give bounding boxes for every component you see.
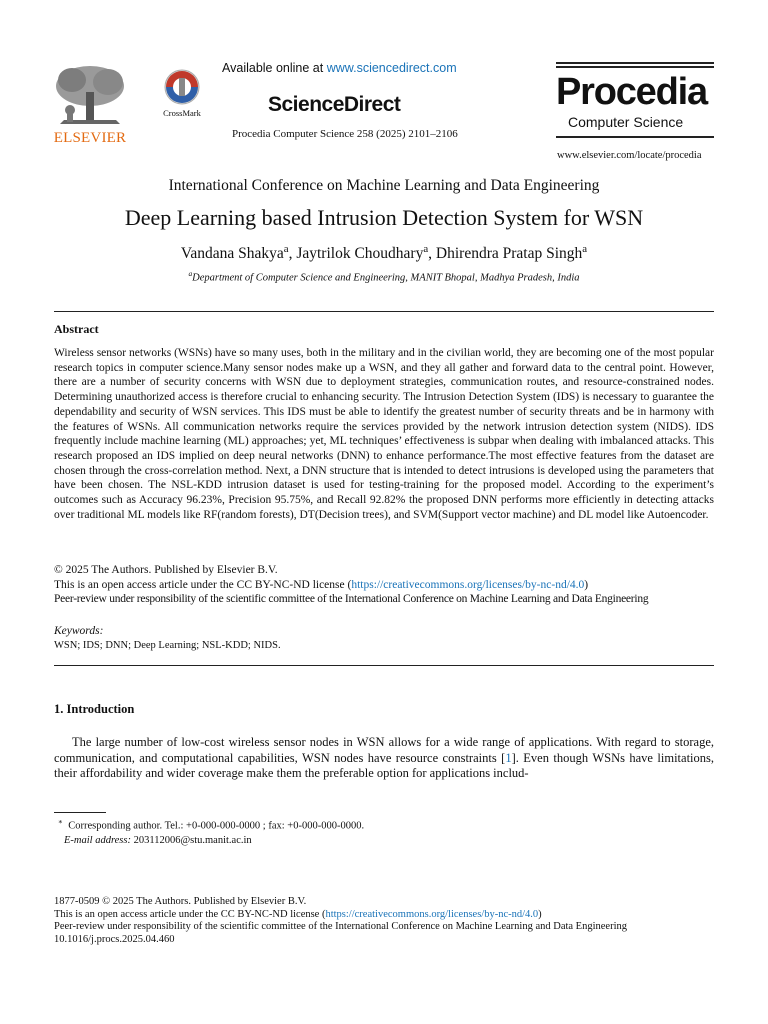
conference-name: International Conference on Machine Learning and Data Engineering bbox=[168, 177, 600, 194]
email-label: E-mail address: bbox=[64, 835, 131, 846]
author-affiliation-mark: a bbox=[423, 243, 429, 255]
sciencedirect-link[interactable]: www.sciencedirect.com bbox=[326, 61, 457, 75]
crossmark-badge[interactable] bbox=[158, 68, 206, 120]
intro-text-part1: The large number of low-cost wireless sensor nodes in WSN allows for a wide range of applications. With regard to storage, communication, and computational capabilities, WSN nodes have resource constraints [ bbox=[54, 735, 714, 765]
footer-license-line bbox=[54, 909, 714, 922]
license-prefix: This is an open access article under the CC BY-NC-ND license ( bbox=[54, 578, 352, 591]
footnote-rule bbox=[54, 812, 106, 813]
author-separator: , bbox=[428, 245, 436, 263]
license-link[interactable]: https://creativecommons.org/licenses/by-nc-nd/4.0 bbox=[351, 578, 585, 591]
footer-license-link[interactable]: https://creativecommons.org/licenses/by-nc-nd/4.0 bbox=[325, 908, 539, 920]
crossmark-label: CrossMark bbox=[163, 108, 201, 118]
introduction-body bbox=[54, 735, 714, 782]
footnote-mark: ∗ bbox=[58, 817, 63, 826]
procedia-rule-top-2 bbox=[556, 66, 714, 68]
author-name: Vandana Shakya bbox=[180, 245, 284, 263]
email-line bbox=[58, 834, 364, 849]
keywords-list: WSN; IDS; DNN; Deep Learning; NSL-KDD; NIDS. bbox=[54, 640, 281, 651]
affiliation bbox=[0, 269, 768, 284]
procedia-rule-top bbox=[556, 62, 714, 64]
procedia-subtitle: Computer Science bbox=[568, 114, 684, 130]
section-heading-introduction: 1. Introduction bbox=[54, 702, 135, 716]
footer-license-prefix: This is an open access article under the CC BY-NC-ND license ( bbox=[54, 908, 326, 920]
author-affiliation-mark: a bbox=[283, 243, 289, 255]
footer-license-suffix: ) bbox=[538, 908, 542, 920]
paper-title: Deep Learning based Intrusion Detection System for WSN bbox=[124, 205, 644, 230]
journal-url[interactable]: www.elsevier.com/locate/procedia bbox=[557, 150, 702, 161]
author-name: Jaytrilok Choudhary bbox=[296, 245, 424, 263]
email-address[interactable]: 203112006@stu.manit.ac.in bbox=[133, 835, 252, 846]
peer-review-line: Peer-review under responsibility of the scientific committee of the International Conference on Machine Learning and Data Engineering bbox=[54, 593, 649, 605]
footer-issn: 1877-0509 bbox=[54, 896, 100, 907]
license-suffix: ) bbox=[584, 578, 589, 591]
intro-text-part2: ]. Even though WSNs have limitations, their affordability and wider coverage make them the preferable option for applications includ- bbox=[54, 750, 715, 780]
page-footer bbox=[54, 896, 714, 946]
author-name: Dhirendra Pratap Singh bbox=[435, 245, 583, 263]
affiliation-mark: a bbox=[188, 269, 193, 278]
available-online bbox=[222, 61, 457, 75]
divider-bottom bbox=[54, 665, 714, 666]
author-separator: , bbox=[288, 245, 297, 263]
keywords-label: Keywords: bbox=[54, 625, 104, 637]
procedia-title: Procedia bbox=[556, 71, 707, 113]
footnote bbox=[58, 815, 364, 849]
footer-doi[interactable]: 10.1016/j.procs.2025.04.460 bbox=[54, 933, 175, 945]
sciencedirect-logo: ScienceDirect bbox=[268, 93, 401, 116]
citation-link[interactable]: 1 bbox=[505, 750, 512, 765]
abstract-heading: Abstract bbox=[54, 322, 99, 336]
footer-peer-review: Peer-review under responsibility of the scientific committee of the International Conference on Machine Learning and Data Engineering bbox=[54, 921, 627, 932]
corresponding-author bbox=[58, 815, 364, 834]
elsevier-tree-icon bbox=[50, 62, 130, 130]
procedia-rule-bottom bbox=[556, 136, 714, 138]
footer-issn-line bbox=[54, 896, 714, 909]
elsevier-wordmark: ELSEVIER bbox=[53, 130, 127, 146]
license-line bbox=[54, 578, 724, 593]
author-list bbox=[0, 243, 768, 263]
journal-reference: Procedia Computer Science 258 (2025) 2101–2106 bbox=[232, 128, 458, 140]
copyright-line: © 2025 The Authors. Published by Elsevier B.V. bbox=[54, 564, 278, 576]
copyright-block bbox=[54, 563, 724, 607]
abstract-body: Wireless sensor networks (WSNs) have so many uses, both in the military and in the civilian world, they are becoming one of the most popular research topics in computer science.Many sensor nodes make up a WSN, and they all gather and forward data to the central point. However, there are a number of security concerns with WSN due to deployment strategies, communication routes, and resource-constrained nodes. Determining unauthorized access is therefore crucial to enhancing security. The Intrusion Detection System (IDS) is necessary to guarantee the dependability and security of WSN services. This IDS must be able to identify the greatest number of security threats and be in harmony with the features of WSNs. All communication networks require the services provided by the network intrusion detection system (NIDS). IDS frequently include machine learning (ML) approaches; yet, ML techniques’ effectiveness is subpar when dealing with imbalanced attacks. This research proposed an IDS implied on deep neural networks (DNN) to enhance performance.The most effective features from the dataset are chosen through the cross-correlation method. Next, a DNN structure that is intended to detect intrusions is developed using the parameters that have been chosen. The NSL-KDD intrusion dataset is used for testing-training for the proposed model. According to the experiment’s outcomes such as Accuracy 96.23%, Precision 95.75%, and Recall 92.82% the proposed DNN performs more efficiently in detecting attacks over traditional ML models like RF(random forests), DT(Decision trees), and SVM(Support vector machine) and DL model like Autoencoder. bbox=[54, 347, 714, 521]
footer-copyright: © 2025 The Authors. Published by Elsevier B.V. bbox=[102, 896, 307, 907]
crossmark-icon bbox=[163, 68, 201, 106]
available-prefix: Available online at bbox=[222, 61, 327, 75]
affiliation-text: Department of Computer Science and Engineering, MANIT Bhopal, Madhya Pradesh, India bbox=[192, 272, 580, 284]
procedia-logo bbox=[556, 62, 714, 138]
author-affiliation-mark: a bbox=[582, 243, 588, 255]
corresponding-text: Corresponding author. Tel.: +0-000-000-0000 ; fax: +0-000-000-0000. bbox=[68, 820, 365, 832]
elsevier-logo bbox=[50, 62, 130, 148]
divider-top bbox=[54, 311, 714, 312]
